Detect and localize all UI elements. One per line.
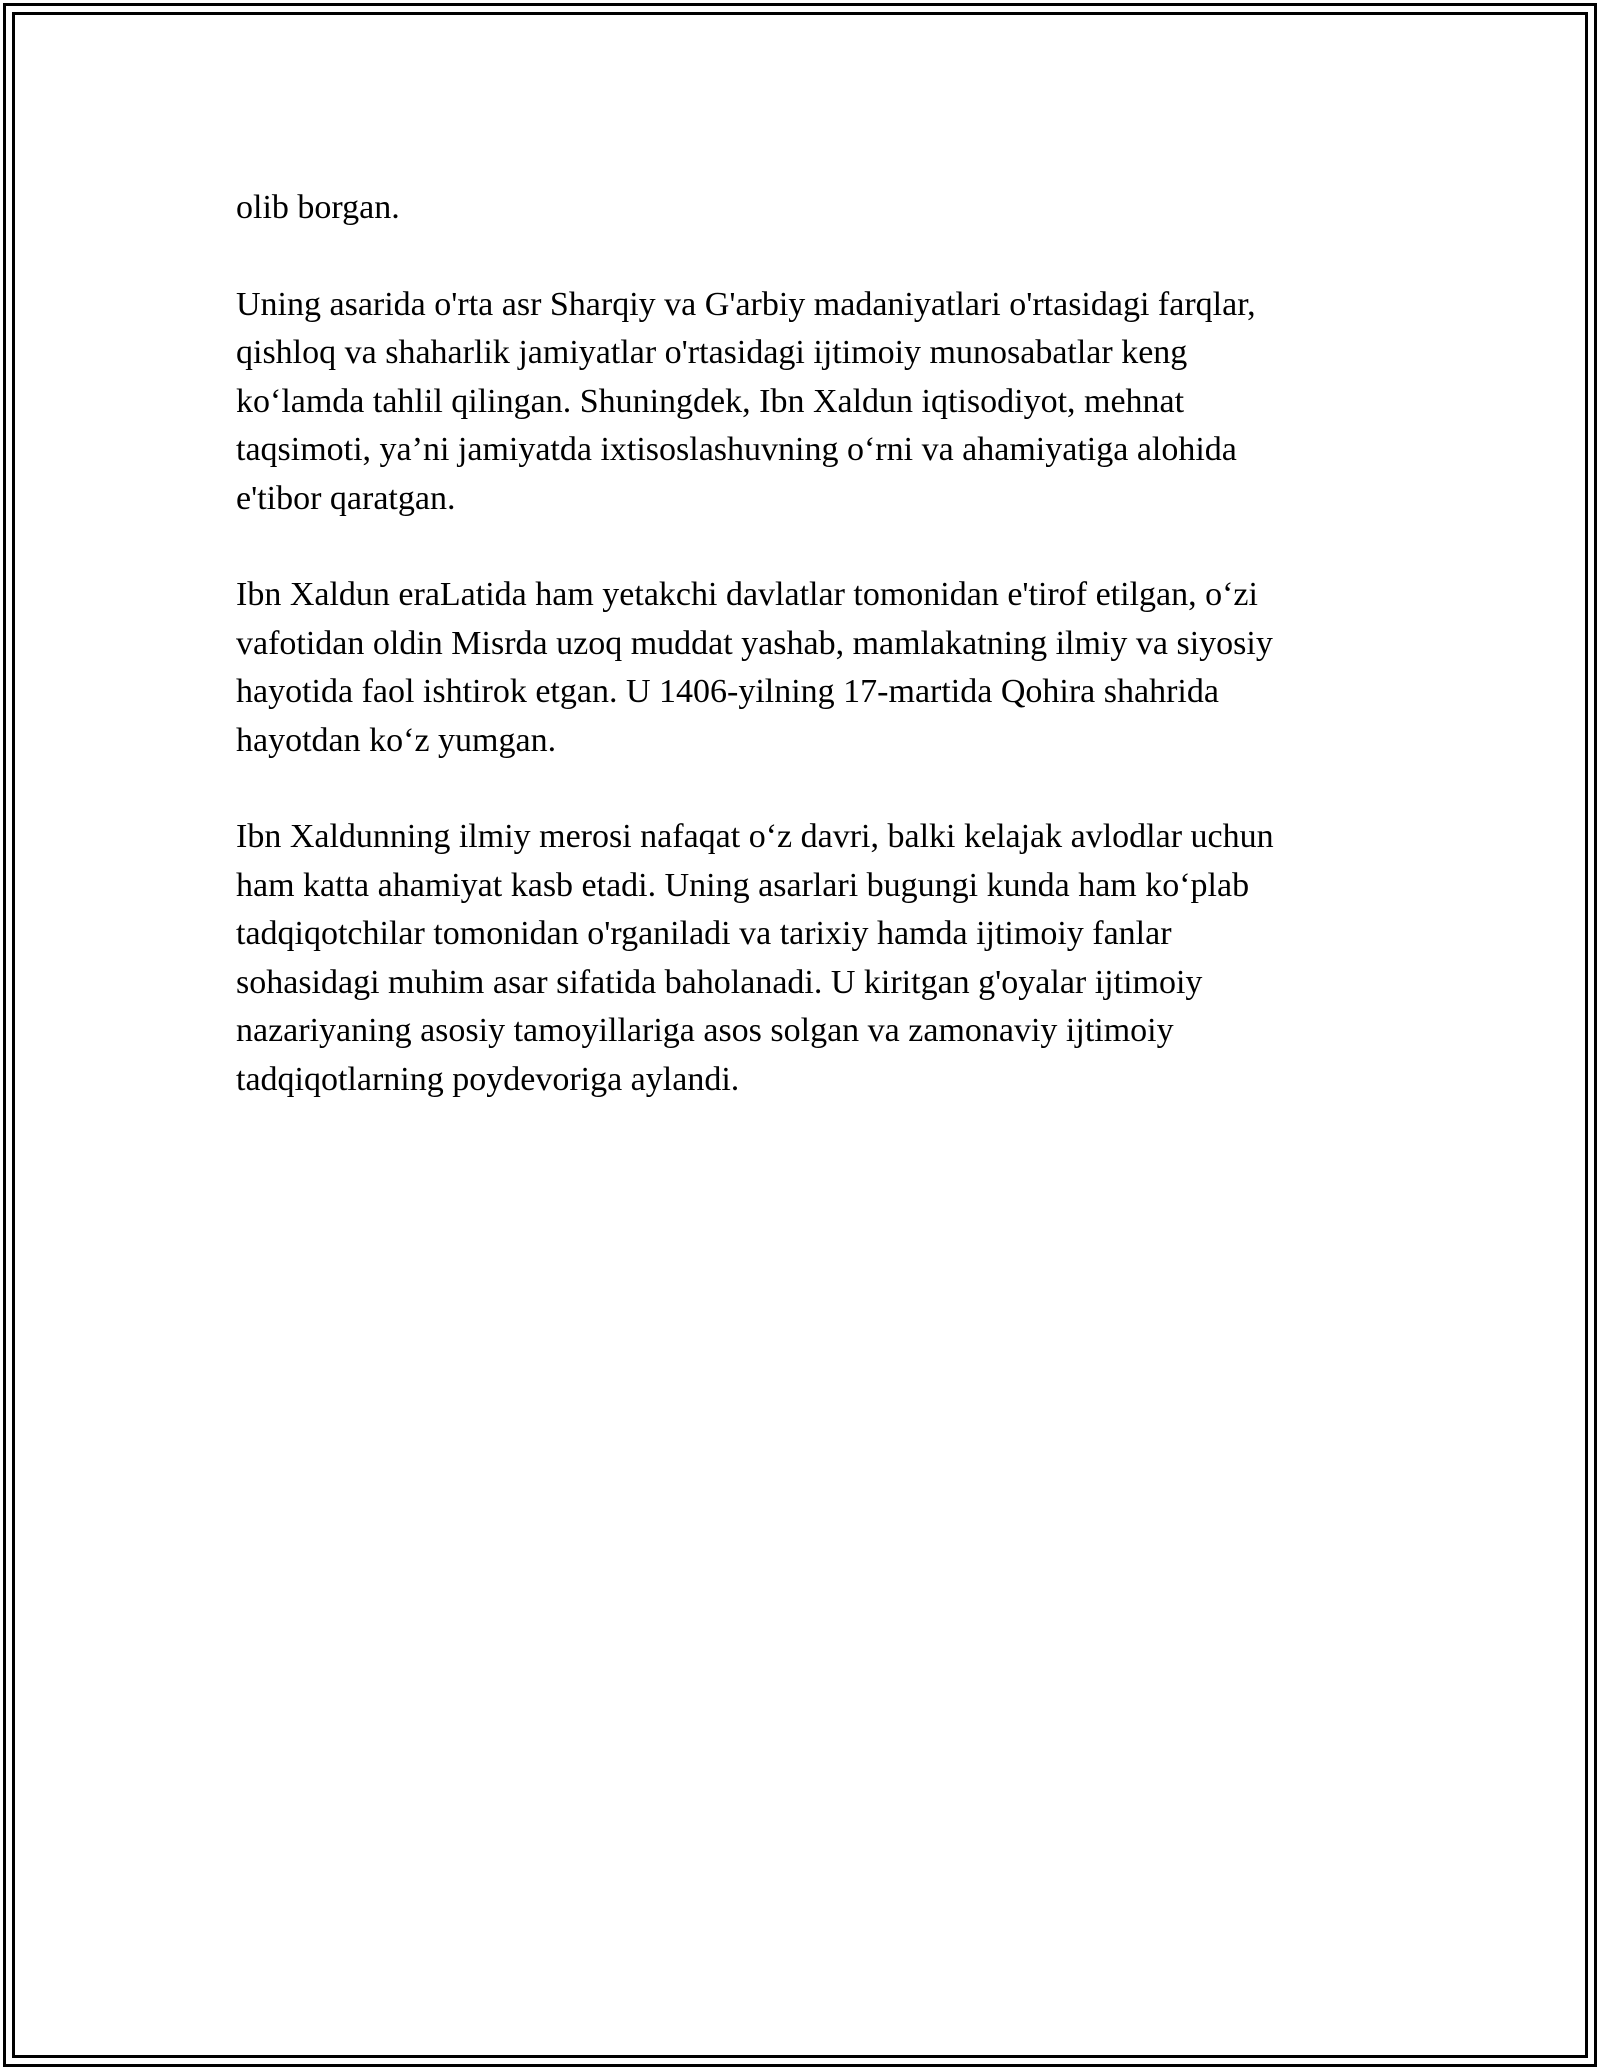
document-body	[236, 184, 1386, 1152]
paragraph-legacy: Ibn Xaldunning ilmiy merosi nafaqat o‘z davri, balki kelajak avlodlar uchun ham katta ahamiyat kasb etadi. Uning asarlari bugungi kunda ham ko‘plab tadqiqotchilar tomonidan o'rganiladi va tarixiy hamda ijtimoiy fanlar sohasidagi muhim asar sifatida baholanadi. U kiritgan g'oyalar ijtimoiy nazariyaning asosiy tamoyillariga asos solgan va zamonaviy ijtimoiy tadqiqotlarning poydevoriga aylandi.	[236, 818, 1274, 1098]
paragraph-cultural-analysis: Uning asarida o'rta asr Sharqiy va G'arbiy madaniyatlari o'rtasidagi farqlar, qishloq va shaharlik jamiyatlar o'rtasidagi ijtimoiy munosabatlar keng ko‘lamda tahlil qilingan. Shuningdek, Ibn Xaldun iqtisodiyot, mehnat taqsimoti, ya’ni jamiyatda ixtisoslashuvning o‘rni va ahamiyatiga alohida e'tibor qaratgan.	[236, 285, 1256, 517]
paragraph-later-life: Ibn Xaldun eraLatida ham yetakchi davlatlar tomonidan e'tirof etilgan, o‘zi vafotidan oldin Misrda uzoq muddat yashab, mamlakatning ilmiy va siyosiy hayotida faol ishtirok etgan. U 1406-yilning 17-martida Qohira shahrida hayotdan ko‘z yumgan.	[236, 576, 1273, 759]
paragraph-continuation: olib borgan.	[236, 189, 400, 226]
